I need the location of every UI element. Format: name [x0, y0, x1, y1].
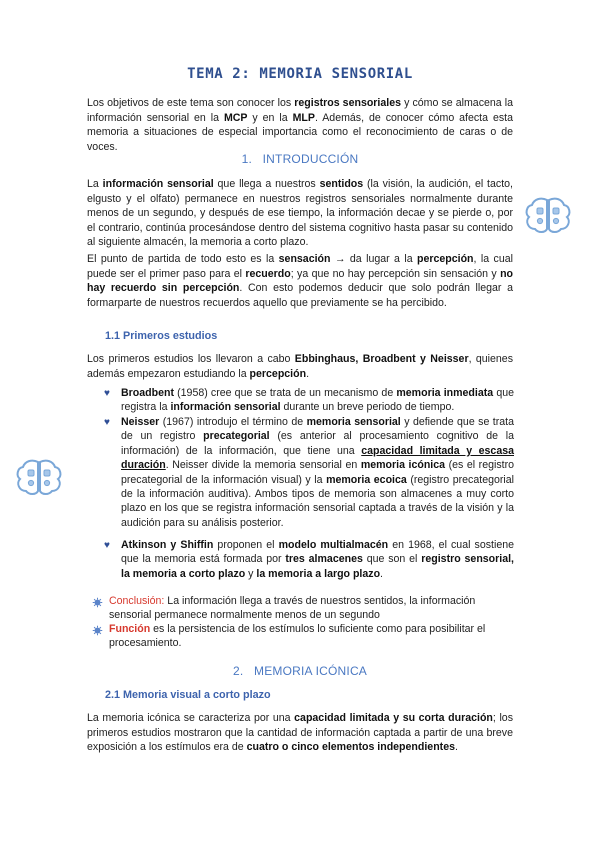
virus-icon	[92, 625, 103, 636]
iconic-memory-paragraph: La memoria icónica se caracteriza por una capacidad limitada y su corta duración; los primeros estudios mostraron que la cantidad de información captada a partir de una breve exposición a los estímulos era de cuatro o cinco elementos independientes.	[87, 712, 513, 754]
section-heading-memoria-iconica: 2. MEMORIA ICÓNICA	[232, 664, 368, 678]
intro-paragraph-2: El punto de partida de todo esto es la sensación → da lugar a la percepción, la cual puede ser el primer paso para el recuerdo; ya que no hay percepción sin sensación y no hay recuerdo sin percepción. Con esto podemos deducir que solo podrán llegar a formarparte de nuestros recuerdos aquello que previamente se ha percibido.	[87, 253, 514, 309]
subsection-heading-primeros-estudios: 1.1 Primeros estudios	[105, 330, 218, 342]
brain-icon	[523, 196, 573, 234]
bullet-atkinson-shiffin: Atkinson y Shiffin proponen el modelo multialmacén en 1968, el cual sostiene que la memoria está formada por tres almacenes que son el registro sensorial, la memoria a corto plazo y la memoria a largo plazo.	[121, 539, 514, 580]
page-title: TEMA 2: MEMORIA SENSORIAL	[187, 66, 413, 82]
function-note: Función es la persistencia de los estímulos lo suficiente como para posibilitar el procesamiento.	[109, 623, 486, 650]
heart-icon: ♥	[104, 540, 110, 551]
heart-icon: ♥	[104, 417, 110, 428]
bullet-neisser: Neisser (1967) introdujo el término de memoria sensorial y defiende que se trata de un registro precategorial (es anterior al procesamiento cognitivo de la información) de la información, que tiene una capacidad limitada y escasa duración. Neisser divide la memoria sensorial en memoria icónica (es el registro precategorial de la información visual) y la memoria ecoica (registro precategorial de la información auditiva). Ambos tipos de memoria son almacenes a muy corto plazo en los que se registra información sensorial captada a través de la visión y la audición para su análisis posterior.	[121, 416, 515, 529]
brain-icon	[14, 458, 64, 496]
heart-icon: ♥	[104, 388, 110, 399]
bullet-broadbent: Broadbent (1958) cree que se trata de un mecanismo de memoria inmediata que registra la información sensorial durante un breve periodo de tiempo.	[121, 387, 514, 414]
section-heading-introduccion: 1. INTRODUCCIÓN	[241, 152, 359, 166]
conclusion-note: Conclusión: La información llega a través de nuestros sentidos, la información sensorial permanece normalmente menos de un segundo	[109, 595, 476, 622]
subsection-heading-memoria-visual: 2.1 Memoria visual a corto plazo	[105, 689, 271, 701]
virus-icon	[92, 597, 103, 608]
intro-paragraph: Los objetivos de este tema son conocer los registros sensoriales y cómo se almacena la información sensorial en la MCP y en la MLP. Además, de conocer cómo afecta esta memoria a situaciones de especial importancia como el reconocimiento de caras o de voces.	[87, 97, 514, 153]
studies-paragraph: Los primeros estudios los llevaron a cabo Ebbinghaus, Broadbent y Neisser, quienes además empezaron estudiando la percepción.	[87, 353, 513, 380]
intro-paragraph-1: La información sensorial que llega a nuestros sentidos (la visión, la audición, el tacto, elgusto y el olfato) permanece en nuestros registros sensoriales normalmente durante menos de un segundo, y después de ese tiempo, la información decae y se pierde o, por el contrario, continúa procesándose dentro del sistema cognitivo hasta pasar su contenido al siguiente almacén, la memoria a corto plazo.	[87, 178, 513, 249]
